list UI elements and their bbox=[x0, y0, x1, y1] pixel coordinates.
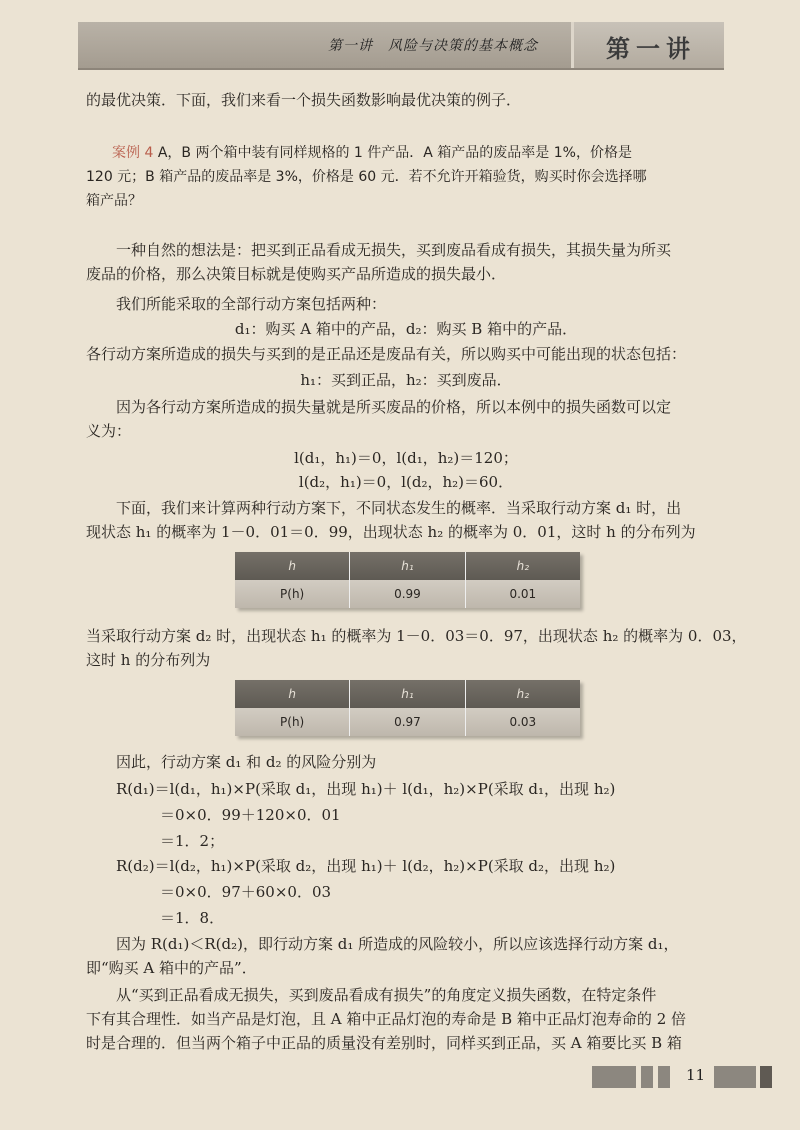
formula-line: R(d₁)＝l(d₁，h₁)×P(采取 d₁，出现 h₁)＋ l(d₁，h₂)×P(采取 d₁，出现 h₂) bbox=[116, 780, 616, 798]
table-cell: h₂ bbox=[465, 552, 580, 580]
formula-line: l(d₂，h₁)＝0，l(d₂，h₂)＝60． bbox=[298, 473, 514, 491]
distribution-table-d2 bbox=[235, 680, 580, 736]
formula-line: ＝1．2； bbox=[160, 832, 225, 850]
footer-bar bbox=[760, 1066, 772, 1088]
table-cell: h₁ bbox=[350, 680, 465, 708]
text-line: 因此，行动方案 d₁ 和 d₂ 的风险分别为 bbox=[116, 753, 377, 771]
table-cell: 0.97 bbox=[350, 708, 465, 736]
case-line: 箱产品？ bbox=[86, 193, 142, 209]
formula-line: h₁：买到正品，h₂：买到废品． bbox=[300, 371, 512, 389]
text-line: 因为各行动方案所造成的损失量就是所买废品的价格，所以本例中的损失函数可以定 bbox=[116, 398, 672, 416]
formula-line: R(d₂)＝l(d₂，h₁)×P(采取 d₂，出现 h₁)＋ l(d₂，h₂)×P(采取 d₂，出现 h₂) bbox=[116, 857, 616, 875]
lecture-badge bbox=[571, 22, 724, 68]
formula-line: l(d₁，h₁)＝0，l(d₁，h₂)＝120； bbox=[294, 449, 518, 467]
formula-line: ＝0×0．99＋120×0．01 bbox=[160, 806, 341, 824]
text-line: 一种自然的想法是：把买到正品看成无损失，买到废品看成有损失，其损失量为所买 bbox=[116, 241, 672, 259]
table-cell: 0.99 bbox=[350, 580, 465, 608]
footer-bar bbox=[641, 1066, 653, 1088]
table-cell: h₂ bbox=[465, 680, 580, 708]
formula-line: ＝0×0．97＋60×0．03 bbox=[160, 883, 332, 901]
case-line bbox=[112, 141, 752, 165]
text-line: 这时 h 的分布列为 bbox=[86, 651, 211, 669]
text-line: 因为 R(d₁)＜R(d₂)，即行动方案 d₁ 所造成的风险较小，所以应该选择行动方案 d₁， bbox=[116, 935, 679, 953]
case-text: A，B 两个箱中装有同样规格的 1 件产品．A 箱产品的废品率是 1%，价格是 bbox=[157, 145, 632, 161]
text-line: 我们所能采取的全部行动方案包括两种： bbox=[116, 295, 387, 313]
table-cell: h bbox=[235, 680, 350, 708]
formula-line: ＝1．8． bbox=[160, 909, 225, 927]
text-line: 各行动方案所造成的损失与买到的是正品还是废品有关，所以购买中可能出现的状态包括： bbox=[86, 345, 687, 363]
table-cell: P(h) bbox=[235, 708, 350, 736]
case-label: 案例 4 bbox=[112, 145, 154, 161]
table-cell: h bbox=[235, 552, 350, 580]
running-header bbox=[78, 22, 724, 70]
header-title: 第一讲 风险与决策的基本概念 bbox=[328, 38, 538, 54]
text-line: 废品的价格，那么决策目标就是使购买产品所造成的损失最小． bbox=[86, 265, 507, 283]
table-header-row bbox=[235, 552, 580, 580]
text-line: 现状态 h₁ 的概率为 1－0．01＝0．99，出现状态 h₂ 的概率为 0．01，这时 h 的分布列为 bbox=[86, 523, 696, 541]
table-cell: P(h) bbox=[235, 580, 350, 608]
table-cell: h₁ bbox=[350, 552, 465, 580]
text-line: 义为： bbox=[86, 422, 132, 440]
text-line: 时是合理的．但当两个箱子中正品的质量没有差别时，同样买到正品，买 A 箱要比买 B 箱 bbox=[86, 1034, 682, 1052]
page-number: 11 bbox=[686, 1066, 706, 1084]
text-line: 下有其合理性．如当产品是灯泡，且 A 箱中正品灯泡的寿命是 B 箱中正品灯泡寿命的 2 倍 bbox=[86, 1010, 687, 1028]
text-line: 从“买到正品看成无损失，买到废品看成有损失”的角度定义损失函数，在特定条件 bbox=[116, 986, 657, 1004]
distribution-table-d1 bbox=[235, 552, 580, 608]
text-line: 的最优决策．下面，我们来看一个损失函数影响最优决策的例子． bbox=[86, 91, 522, 109]
table-row bbox=[235, 708, 580, 736]
text-line: 下面，我们来计算两种行动方案下，不同状态发生的概率．当采取行动方案 d₁ 时，出 bbox=[116, 499, 682, 517]
table-row bbox=[235, 580, 580, 608]
footer-bar bbox=[592, 1066, 636, 1088]
footer-bar bbox=[658, 1066, 670, 1088]
lecture-badge-text: 第一讲 bbox=[606, 35, 696, 63]
case-line: 120 元；B 箱产品的废品率是 3%，价格是 60 元．若不允许开箱验货，购买时你会选择哪 bbox=[86, 169, 647, 185]
text-line: 当采取行动方案 d₂ 时，出现状态 h₁ 的概率为 1－0．03＝0．97，出现状态 h₂ 的概率为 0．03， bbox=[86, 627, 747, 645]
table-cell: 0.01 bbox=[465, 580, 580, 608]
table-header-row bbox=[235, 680, 580, 708]
formula-line: d₁：购买 A 箱中的产品，d₂：购买 B 箱中的产品． bbox=[234, 320, 578, 338]
footer-bar bbox=[714, 1066, 756, 1088]
table-cell: 0.03 bbox=[465, 708, 580, 736]
text-line: 即“购买 A 箱中的产品”． bbox=[86, 959, 257, 977]
